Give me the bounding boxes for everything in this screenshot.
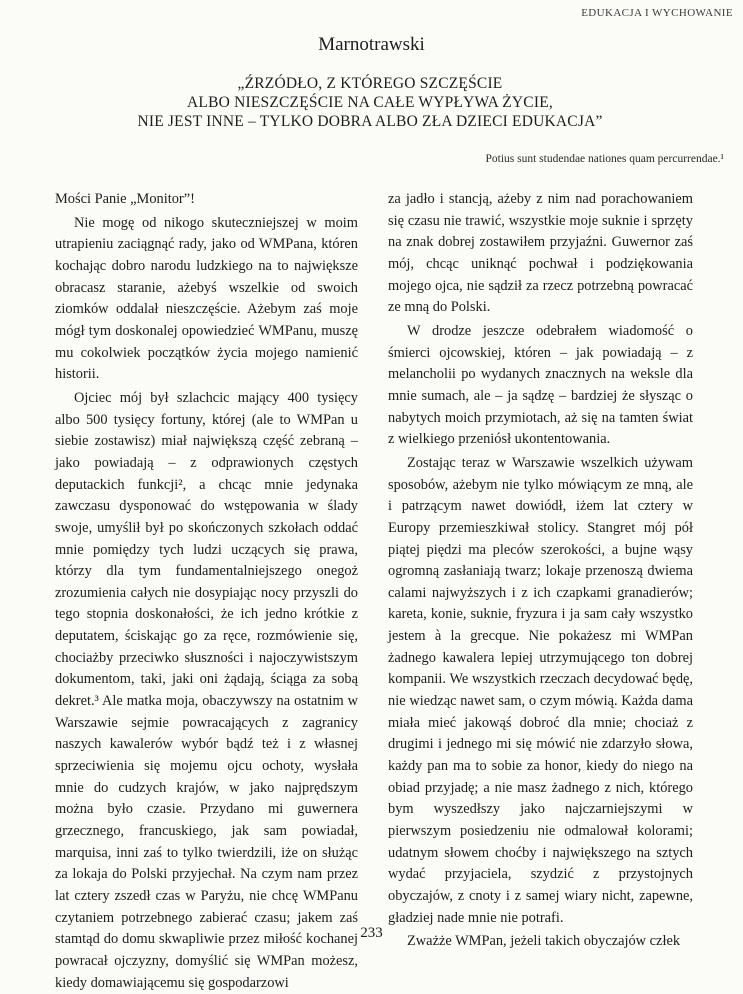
right-column xyxy=(388,189,693,953)
paragraph: Nie mogę od nikogo skuteczniejszej w moim utrapieniu zaciągnąć rady, jako od WMPana, któren kochając dobro narodu ludzkiego na to największe obracasz staranie, ażebyś wszelkie od swoich ziomków oddalał nieszczęście. Ażebym zaś moje mógł tym doskonalej opowiedzieć WMPanu, muszę mu cokolwiek początków życia mojego namienić historii. xyxy=(55,214,358,383)
article-author: Marnotrawski xyxy=(318,34,425,55)
running-head: EDUKACJA I WYCHOWANIE xyxy=(581,7,733,19)
paragraph: Zostając teraz w Warszawie wszelkich używam sposobów, ażebym nie tylko mówiącym ze mną, ale i patrzącym nawet dowiódł, iżem lat cztery w Europy przemieszkiwał stolicy. Stangret mój pół piątej piędzi ma pleców szerokości, a bujne wąsy ogromną zasłaniają twarz; lokaje przenoszą dwiema calami najwyższych i z ich czapkami granadierów; kareta, konie, suknie, fryzura i ja sam cały wszystko jestem à la grecque. Nie pokażesz mi WMPan żadnego kawalera lepiej utrzymującego ton dobrej kompanii. We wszystkich rzeczach decydować będę, nie wiedząc nawet sam, o czym mówią. Każda dama miała mieć jakowąś dobroć dla mnie; chociaż z drugimi i jednego mi się mówić nie zdarzyło słowa, każdy pan ma to sobie za honor, kiedy do niego na obiad przyjadę; a nie masz żadnego z nich, którego bym wyszedłszy jako najczarniejszymi w pierwszym posiedzeniu nie odmalował kolorami; udatnym słowem choćby i największego na sztych wydać przyjaciela, szydzić z przystojnych obyczajów, z cnoty i z samej wiary nicht, zapewne, gładziej nade mnie nie potrafi. xyxy=(388,454,693,926)
epigraph: Potius sunt studendae nationes quam percurrendae.¹ xyxy=(485,153,724,165)
paragraph-continued: za jadło i stancją, ażeby z nim nad porachowaniem się czasu nie trawić, wszystkie moje suknie i sprzęty na znak dobrej zostawiłem przyjaźni. Guwernor zaś mój, chcąc uniknąć pochwał i podziękowania mojego ojca, nie sądził za rzecz potrzebną powracać ze mną do Polski. xyxy=(388,191,693,316)
paragraph: Ojciec mój był szlachcic mający 400 tysięcy albo 500 tysięcy fortuny, której (ale to WMPan u siebie zostawisz) miał największą część zebraną – jako powiadają – z odprawionych częstych deputackich funkcji², a chcąc mnie jedynaka zawczasu dysponować do wstępowania w ślady swoje, umyślił był po skończonych szkołach oddać mnie pomiędzy tych ludzi uczących się prawa, którzy dla tym fundamentalniejszego onegoż zrozumienia całych nie dosypiając nocy przyszli do tego stopnia doskonałości, że ich jedno krótkie z deputatem, ściskając go za ręce, rozmówienie się, chociażby przeciwko słuszności i najoczywistszym dokumentom, taki, jaki oni żądają, ściąga za sobą dekret.³ Ale matka moja, obaczywszy na ostatnim w Warszawie sejmie powracających z zagranicy naszych kawalerów wybór bądź też i z własnej sprzeciwienia się mojemu ojcu ochoty, wysłała mnie do cudzych krajów, w jako najprędszym można było czasie. Przydano mi guwernera grzecznego, francuskiego, jak sam powiadał, marquisa, inni zaś to tylko twierdzili, iże on służąc za lokaja do Polski przyjechał. Na czym nam przez lat cztery zszedł czas w Paryżu, nie chcę WMPanu czytaniem potrzebnego zabierać czasu; jakem zaś stamtąd do domu skwapliwie przez miłość kochanej powracał ojczyzny, domyślić się WMPan możesz, kiedy domawiającemu się gospodarzowi xyxy=(55,389,358,991)
salutation: Mości Panie „Monitor”! xyxy=(55,191,195,207)
paragraph: W drodze jeszcze odebrałem wiadomość o śmierci ojcowskiej, któren – jak powiadają – z melancholii po wydanych znacznych na weksle dla mnie sumach, ale – ja sądzę – bardziej że słysząc o nabytych moich przymiotach, aż się na tamten świat z wielkiego przeniósł ukontentowania. xyxy=(388,322,693,448)
title-line-1: „ŹRZÓDŁO, Z KTÓREGO SZCZĘŚCIE xyxy=(237,75,503,92)
left-column xyxy=(55,189,358,994)
paragraph: Zważże WMPan, jeżeli takich obyczajów człek xyxy=(407,933,681,950)
page-number: 233 xyxy=(360,925,383,941)
title-line-2: ALBO NIESZCZĘŚCIE NA CAŁE WYPŁYWA ŻYCIE, xyxy=(187,94,553,111)
title-line-3: NIE JEST INNE – TYLKO DOBRA ALBO ZŁA DZIECI EDUKACJA” xyxy=(137,113,603,130)
article-title xyxy=(60,74,680,131)
